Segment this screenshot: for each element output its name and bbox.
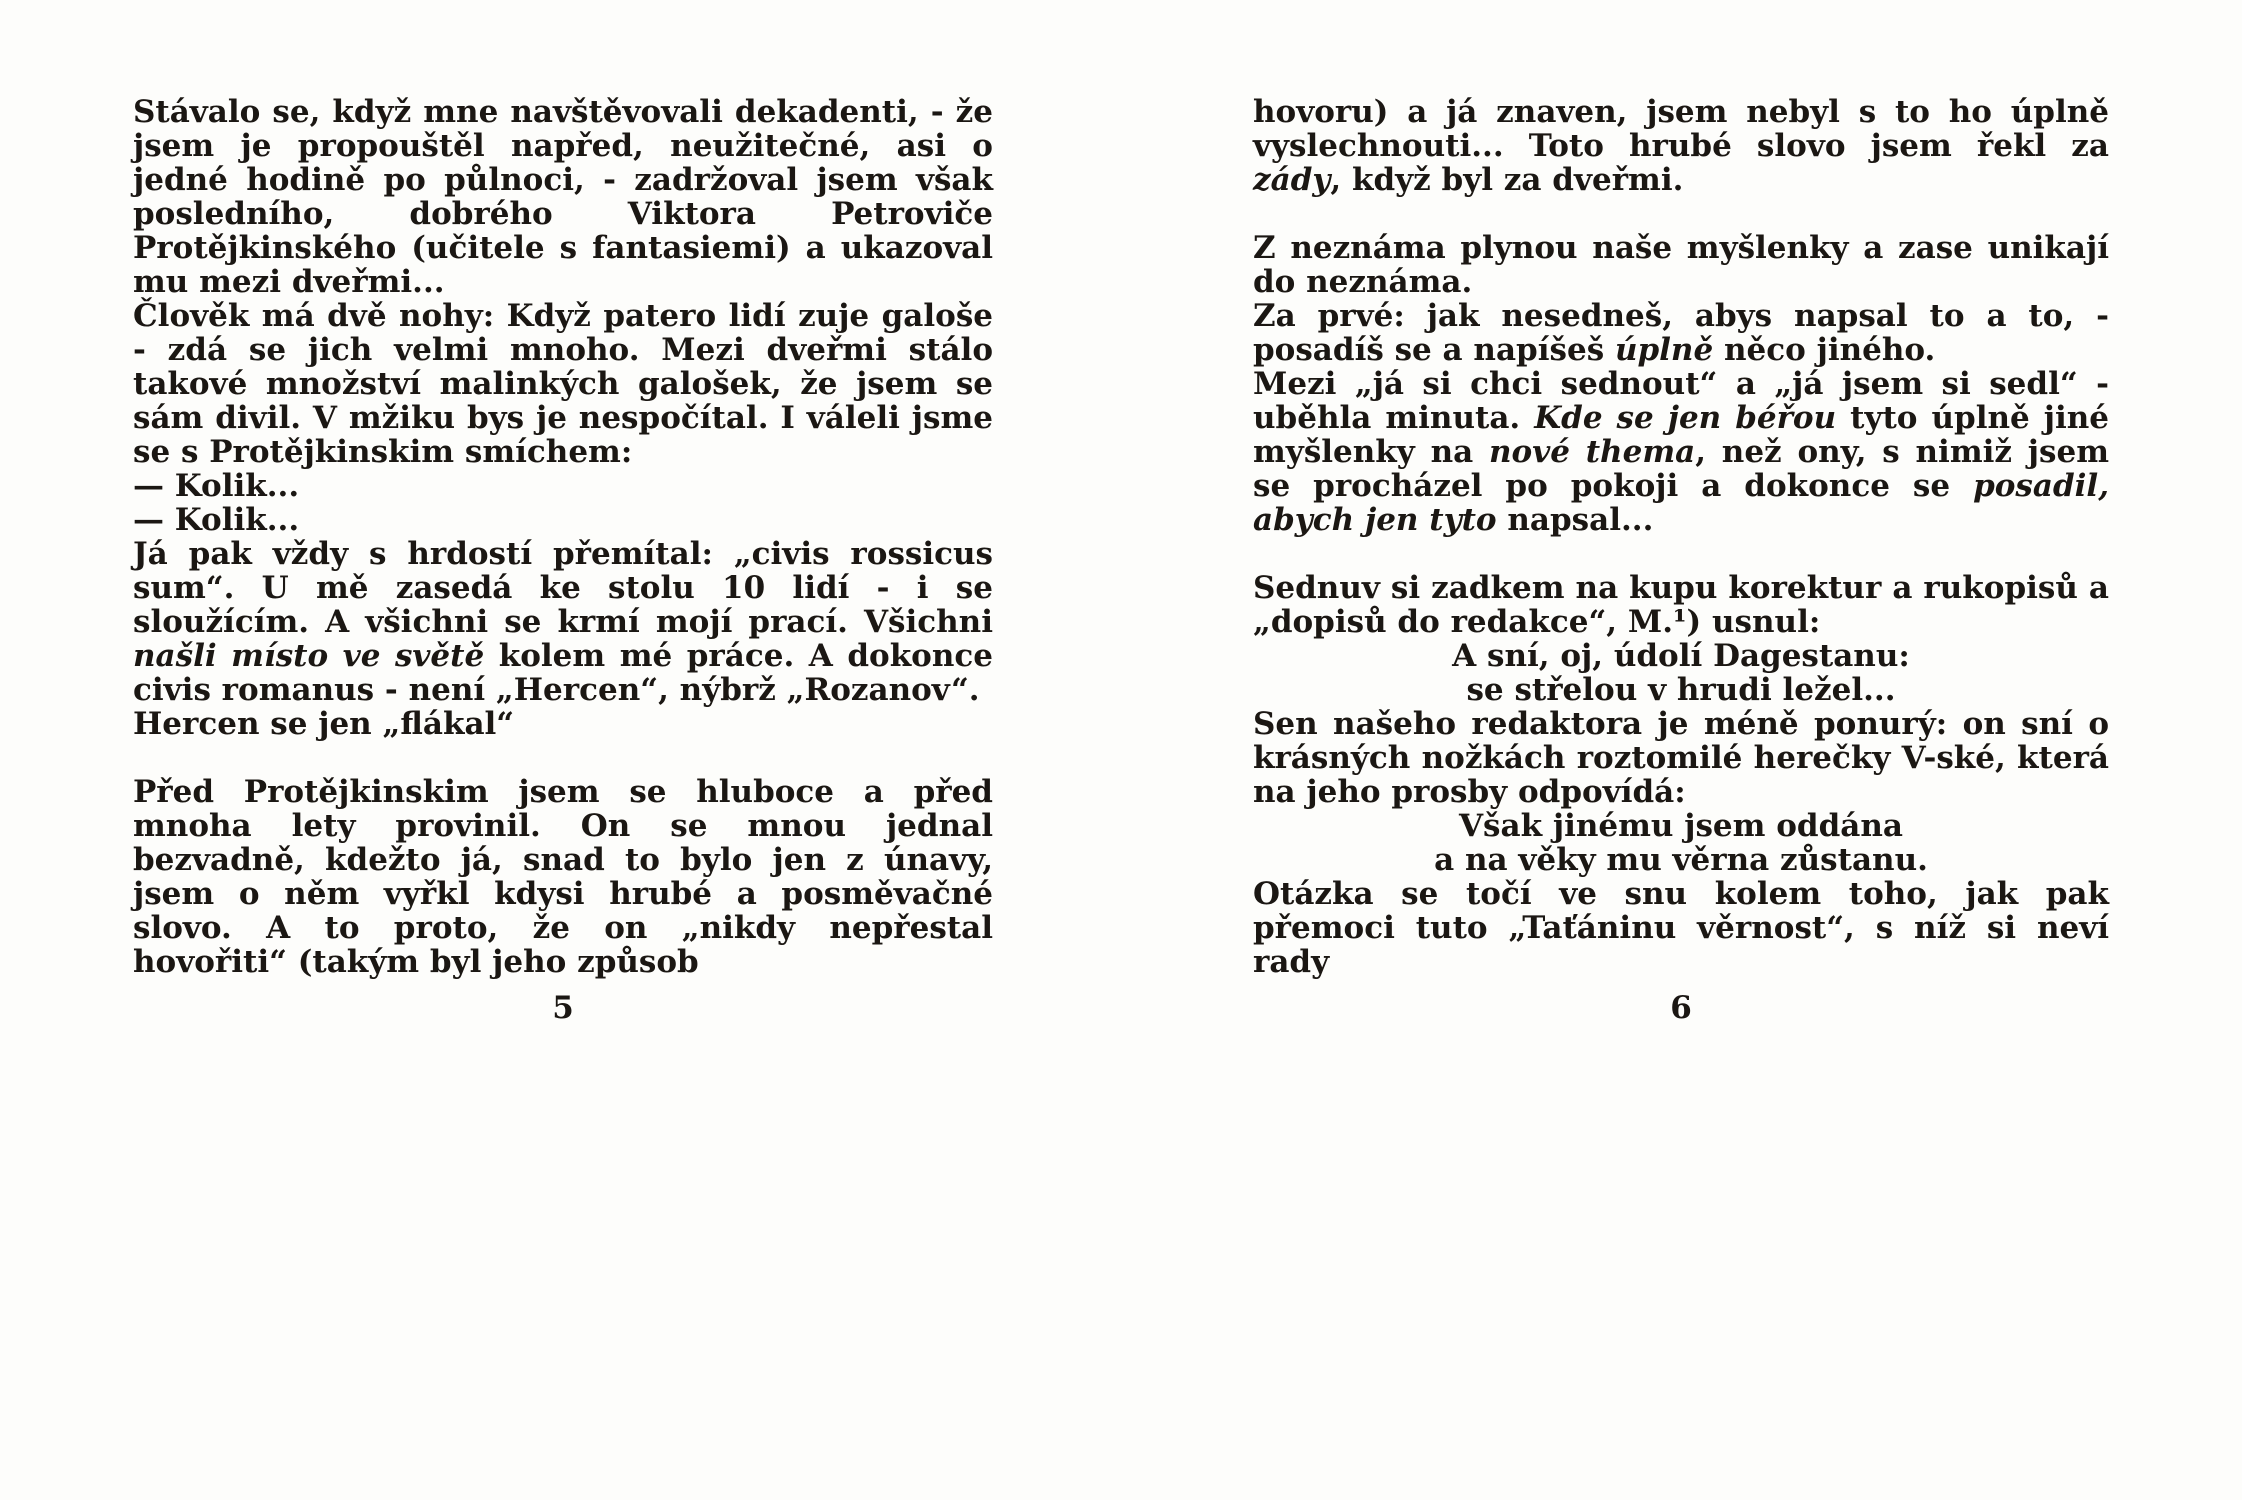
paragraph	[1253, 95, 2109, 197]
text-segment: — Kolik...	[133, 468, 300, 504]
page-5-number: 5	[552, 990, 574, 1026]
text-segment: úplně	[1614, 332, 1714, 368]
paragraph	[133, 469, 993, 503]
text-segment: Sen našeho redaktora je méně ponurý: on sní o krásných nožkách roztomilé herečky V-ské, která na jeho prosby odpovídá:	[1253, 706, 2109, 810]
paragraph	[1253, 571, 2109, 639]
text-segment: Kde se jen béřou	[1534, 400, 1837, 436]
verse-line	[1253, 809, 2109, 843]
text-segment: Já pak vždy s hrdostí přemítal: „civis rossicus sum“. U mě zasedá ke stolu 10 lidí - i se sloužícím. A všichni se krmí mojí prací. Všichni	[133, 536, 993, 640]
verse-line	[1253, 639, 2109, 673]
text-segment: Hercen se jen „flákal“	[133, 706, 515, 742]
text-segment: posadil, abych jen tyto	[1253, 468, 2109, 538]
text-segment: našli místo ve světě	[133, 638, 485, 674]
verse-line	[1253, 843, 2109, 877]
text-segment: Však jinému jsem oddána	[1459, 808, 1903, 844]
text-segment: Stávalo se, když mne navštěvovali dekadenti, - že jsem je propouštěl napřed, neužitečné, asi o jedné hodině po půlnoci, - zadržoval jsem však posledního, dobrého Viktora Petroviče Protějkinského (učitele s fantasiemi) a ukazoval mu mezi dveřmi...	[133, 94, 993, 300]
paragraph	[1253, 877, 2109, 979]
text-segment: Mezi „já si chci sednout“ a „já jsem si sedl“ - uběhla minuta.	[1253, 366, 2109, 436]
text-segment: tyto úplně jiné myšlenky na	[1253, 400, 2109, 470]
text-segment: Člověk má dvě nohy: Když patero lidí zuje galoše - zdá se jich velmi mnoho. Mezi dveřmi stálo takové množství malinkých galošek, že jsem se sám divil. V mžiku bys je nespočítal. I váleli jsme se s Protějkinskim smíchem:	[133, 298, 993, 470]
text-segment: , než ony, s nimiž jsem se procházel po pokoji a dokonce se	[1253, 434, 2109, 504]
paragraph	[133, 503, 993, 537]
text-segment: Sednuv si zadkem na kupu korektur a rukopisů a „dopisů do redakce“, M.¹) usnul:	[1253, 570, 2109, 640]
text-segment: Za prvé: jak nesedneš, abys napsal to a to, - posadíš se a napíšeš	[1253, 298, 2109, 368]
text-segment: kolem mé práce. A dokonce civis romanus - není „Hercen“, nýbrž „Rozanov“.	[133, 638, 993, 708]
paragraph	[1253, 299, 2109, 367]
page-6-text	[1253, 95, 2109, 979]
text-segment: , když byl za dveřmi.	[1330, 162, 1684, 198]
text-segment: a na věky mu věrna zůstanu.	[1434, 842, 1928, 878]
book-page-left	[133, 95, 993, 1465]
book-page-right	[1253, 95, 2109, 1465]
paragraph	[133, 95, 993, 299]
text-segment: hovoru) a já znaven, jsem nebyl s to ho úplně vyslechnouti... Toto hrubé slovo jsem řekl za	[1253, 94, 2109, 164]
text-segment: se střelou v hrudi ležel...	[1466, 672, 1896, 708]
text-segment: Otázka se točí ve snu kolem toho, jak pak přemoci tuto „Taťáninu věrnost“, s níž si neví rady	[1253, 876, 2109, 980]
paragraph	[1253, 231, 2109, 299]
text-segment: Z neznáma plynou naše myšlenky a zase unikají do neznáma.	[1253, 230, 2109, 300]
text-segment: něco jiného.	[1713, 332, 1936, 368]
text-segment: A sní, oj, údolí Dagestanu:	[1452, 638, 1910, 674]
text-segment: zády	[1253, 162, 1331, 198]
paragraph	[133, 707, 993, 741]
page-5-text	[133, 95, 993, 979]
text-segment: — Kolik...	[133, 502, 300, 538]
text-segment: nové thema	[1489, 434, 1696, 470]
paragraph	[133, 775, 993, 979]
verse-line	[1253, 673, 2109, 707]
paragraph	[133, 537, 993, 707]
text-segment: Před Protějkinskim jsem se hluboce a před mnoha lety provinil. On se mnou jednal bezvadně, kdežto já, snad to bylo jen z únavy, jsem o něm vyřkl kdysi hrubé a posměvačné slovo. A to proto, že on „nikdy nepřestal hovořiti“ (takým byl jeho způsob	[133, 774, 993, 980]
page-6-number: 6	[1670, 990, 1692, 1026]
paragraph	[1253, 367, 2109, 537]
text-segment: napsal...	[1496, 502, 1654, 538]
paragraph	[133, 299, 993, 469]
paragraph	[1253, 707, 2109, 809]
